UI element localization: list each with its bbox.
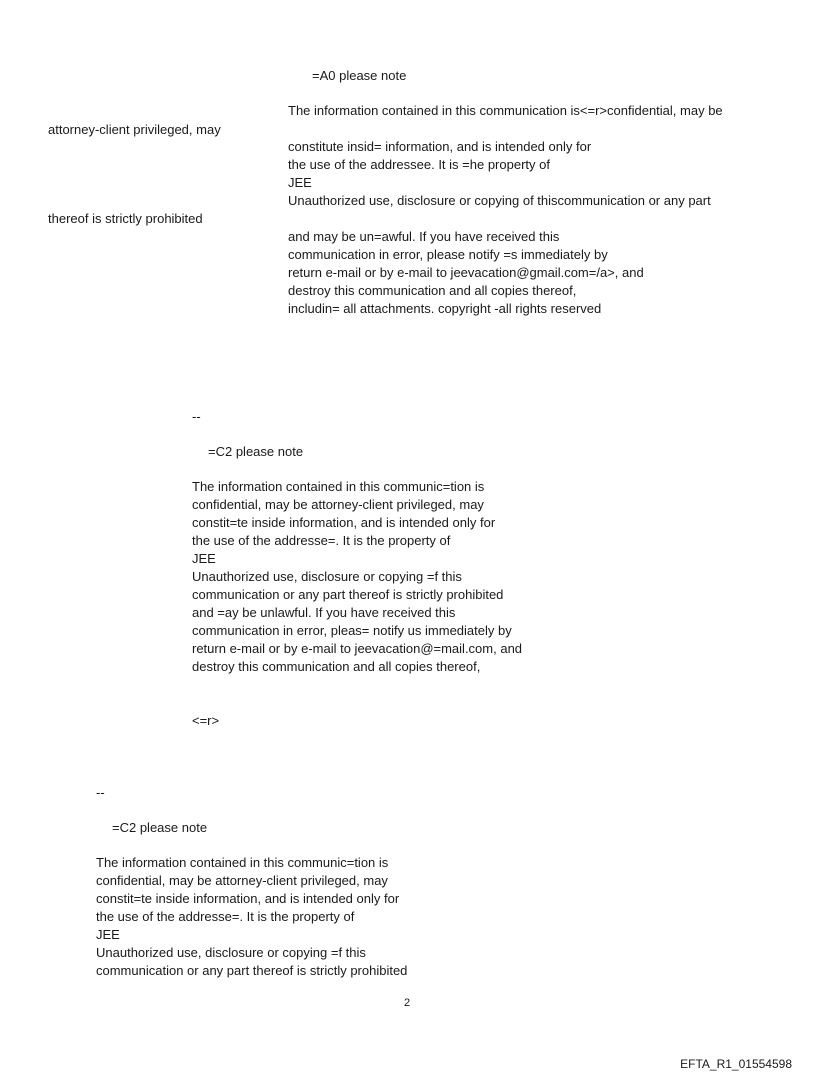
notice-line: confidential, may be attorney-client privileged, may [96, 873, 388, 888]
separator: -- [96, 785, 105, 800]
notice-line: The information contained in this communication is<=r>confidential, may be [288, 103, 723, 118]
notice-line: the use of the addresse=. It is the property of [192, 533, 451, 548]
notice-line: The information contained in this communic=tion is [192, 479, 485, 494]
trailer-text: <=r> [192, 713, 220, 728]
notice-header: =A0 please note [312, 68, 407, 83]
notice-line: return e-mail or by e-mail to jeevacation@=mail.com, and [192, 641, 523, 656]
notice-line: communication in error, please notify =s immediately by [288, 247, 608, 262]
notice-line: includin= all attachments. copyright -all rights reserved [288, 301, 602, 316]
notice-line: the use of the addressee. It is =he property of [288, 157, 550, 172]
notice-line: and =ay be unlawful. If you have received this [192, 605, 456, 620]
notice-line: JEE [288, 175, 312, 190]
notice-line: The information contained in this communic=tion is [96, 855, 389, 870]
notice-line: constitute insid= information, and is intended only for [288, 139, 592, 154]
notice-line: Unauthorized use, disclosure or copying =f this [192, 569, 462, 584]
notice-line: confidential, may be attorney-client privileged, may [192, 497, 484, 512]
notice-line: constit=te inside information, and is intended only for [96, 891, 400, 906]
notice-line: constit=te inside information, and is intended only for [192, 515, 496, 530]
notice-line: destroy this communication and all copies thereof, [192, 659, 481, 674]
notice-line: destroy this communication and all copies thereof, [288, 283, 577, 298]
document-id: EFTA_R1_01554598 [680, 1057, 792, 1071]
notice-line: communication in error, pleas= notify us immediately by [192, 623, 512, 638]
page-number: 2 [404, 997, 411, 1009]
notice-line: Unauthorized use, disclosure or copying =f this [96, 945, 366, 960]
notice-line: the use of the addresse=. It is the property of [96, 909, 355, 924]
separator: -- [192, 409, 201, 424]
notice-line: thereof is strictly prohibited [48, 211, 203, 226]
notice-header: =C2 please note [208, 444, 304, 459]
notice-line: and may be un=awful. If you have received this [288, 229, 560, 244]
notice-line: communication or any part thereof is strictly prohibited [192, 587, 504, 602]
notice-header: =C2 please note [112, 820, 208, 835]
notice-line: attorney-client privileged, may [48, 122, 221, 137]
notice-line: return e-mail or by e-mail to jeevacation@gmail.com=/a>, and [288, 265, 644, 280]
notice-line: Unauthorized use, disclosure or copying of thiscommunication or any part [288, 193, 711, 208]
notice-line: JEE [96, 927, 120, 942]
notice-line: JEE [192, 551, 216, 566]
notice-line: communication or any part thereof is strictly prohibited [96, 963, 408, 978]
